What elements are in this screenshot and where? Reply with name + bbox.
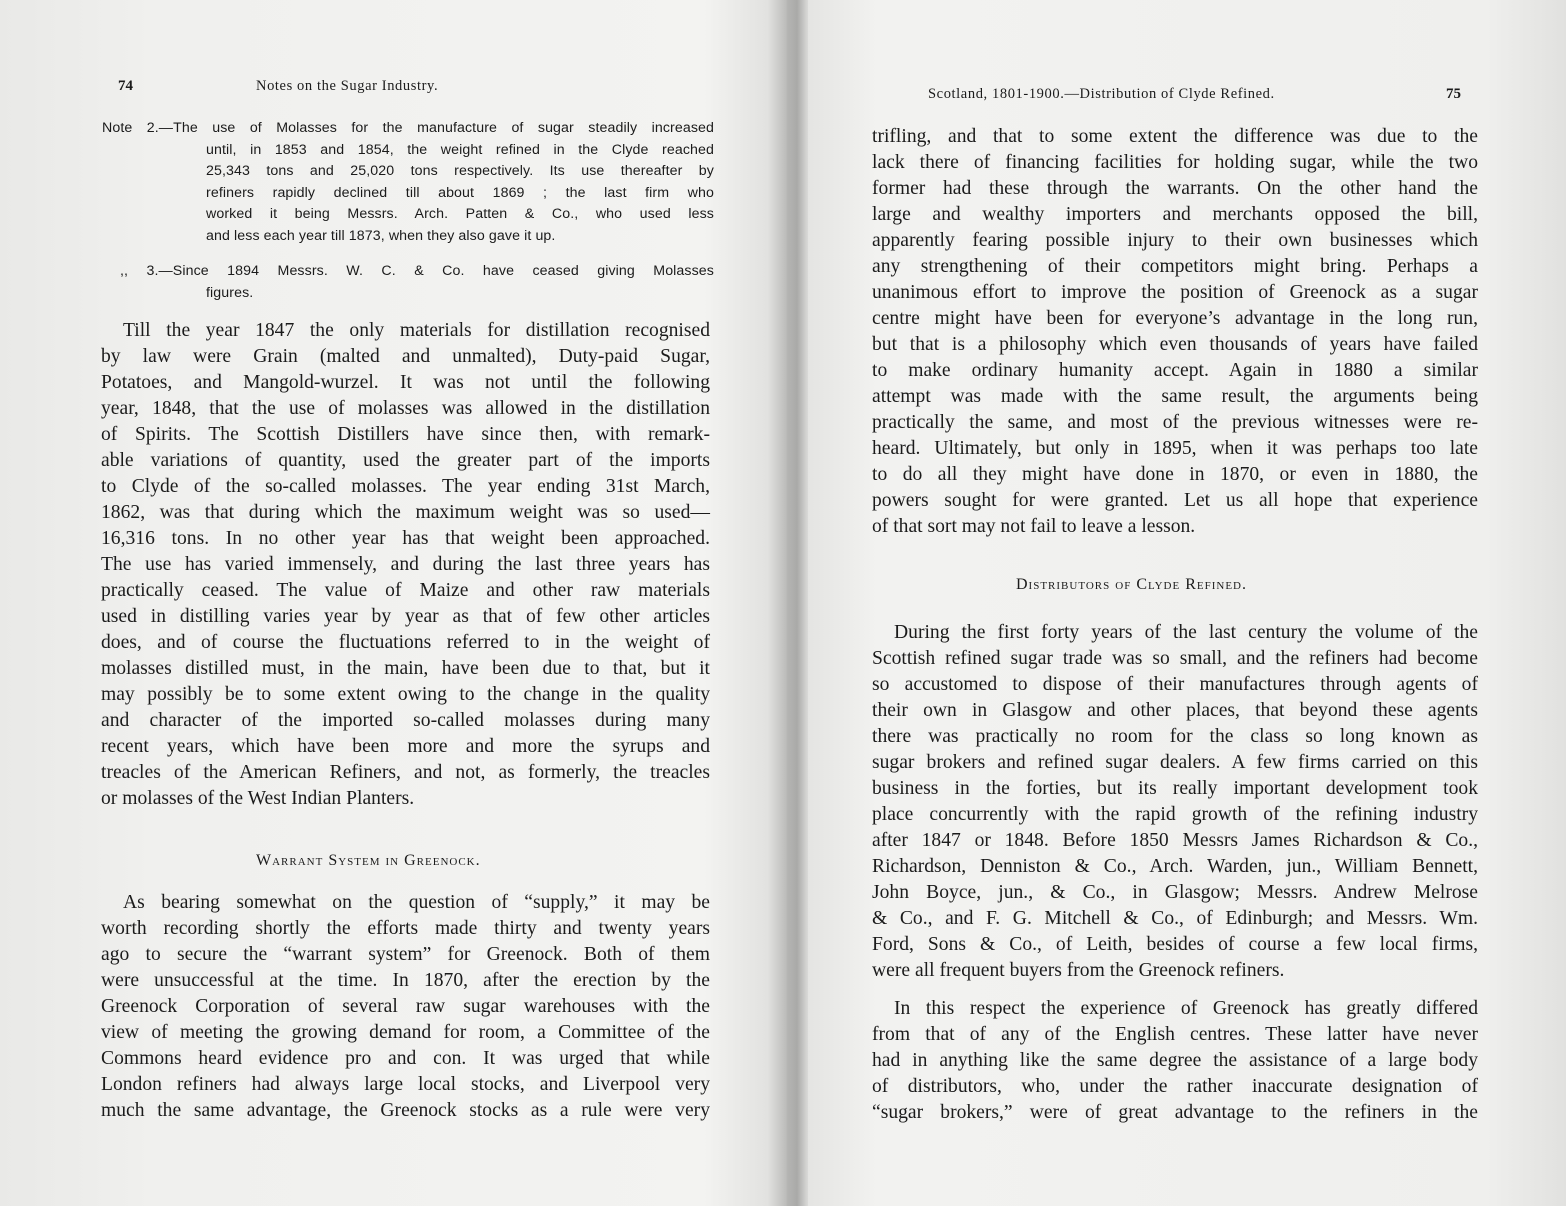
text-line: from that of any of the English centres. These latter have never [872, 1024, 1478, 1045]
text-line: to Clyde of the so-called molasses. The year ending 31st March, [101, 476, 710, 497]
text-line: attempt was made with the same result, the arguments being [872, 386, 1478, 407]
text-line: “sugar brokers,” were of great advantage to the refiners in the [872, 1102, 1478, 1123]
note-line: and less each year till 1873, when they also gave it up. [206, 227, 556, 244]
text-line: so accustomed to dispose of their manufactures through agents of [872, 674, 1478, 695]
text-line: apparently fearing possible injury to their own businesses which [872, 230, 1478, 251]
text-line: London refiners had always large local stocks, and Liverpool very [101, 1074, 710, 1095]
text-line: of that sort may not fail to leave a lesson. [872, 516, 1196, 537]
running-head: Scotland, 1801-1900.—Distribution of Clyde Refined. [928, 86, 1275, 102]
text-line: Ford, Sons & Co., of Leith, besides of course a few local firms, [872, 934, 1478, 955]
text-line: lack there of financing facilities for holding sugar, while the two [872, 152, 1478, 173]
paragraph-english-centres [872, 996, 1478, 1126]
paragraph-distributors [872, 620, 1478, 984]
text-line: much the same advantage, the Greenock stocks as a rule were very [101, 1100, 710, 1121]
text-line: used in distilling varies year by year as that of few other articles [101, 606, 710, 627]
note-line: Note 2.—The use of Molasses for the manufacture of sugar steadily increased [102, 120, 714, 136]
text-line: had in anything like the same degree the assistance of a large body [872, 1050, 1478, 1071]
text-line: As bearing somewhat on the question of “supply,” it may be [123, 892, 710, 913]
text-line: heard. Ultimately, but only in 1895, when it was perhaps too late [872, 438, 1478, 459]
running-head: Notes on the Sugar Industry. [256, 78, 439, 94]
text-line: able variations of quantity, used the greater part of the imports [101, 450, 710, 471]
text-line: were unsuccessful at the time. In 1870, after the erection by the [101, 970, 710, 991]
text-line: unanimous effort to improve the position of Greenock as a sugar [872, 282, 1478, 303]
text-line: year, 1848, that the use of molasses was allowed in the distillation [101, 398, 710, 419]
paragraph-warrant-continued [872, 124, 1478, 540]
note-line: worked it being Messrs. Arch. Patten & Co., who used less [206, 206, 714, 222]
text-line: Potatoes, and Mangold-wurzel. It was not until the following [101, 372, 710, 393]
note-line: until, in 1853 and 1854, the weight refined in the Clyde reached [206, 141, 714, 158]
text-line: Commons heard evidence pro and con. It was urged that while [101, 1048, 710, 1069]
text-line: by law were Grain (malted and unmalted), Duty-paid Sugar, [101, 346, 710, 367]
text-line: Till the year 1847 the only materials for distillation recognised [123, 320, 710, 341]
text-line: large and wealthy importers and merchants opposed the bill, [872, 204, 1478, 225]
text-line: does, and of course the fluctuations referred to in the weight of [101, 632, 710, 653]
text-line: powers sought for were granted. Let us all hope that experience [872, 490, 1478, 511]
section-heading: Distributors of Clyde Refined. [1016, 576, 1247, 593]
text-line: and character of the imported so-called molasses during many [101, 710, 710, 731]
text-line: of Spirits. The Scottish Distillers have since then, with remark- [101, 424, 710, 445]
text-line: to do all they might have done in 1870, or even in 1880, the [872, 464, 1478, 485]
text-line: view of meeting the growing demand for room, a Committee of the [101, 1022, 710, 1043]
text-line: In this respect the experience of Greenock has greatly differed [894, 998, 1478, 1019]
text-line: John Boyce, jun., & Co., in Glasgow; Messrs. Andrew Melrose [872, 882, 1478, 903]
text-line: after 1847 or 1848. Before 1850 Messrs James Richardson & Co., [872, 830, 1478, 851]
text-line: 1862, was that during which the maximum weight was so used— [101, 502, 710, 523]
right-page [800, 0, 1566, 1206]
footnotes [102, 118, 714, 304]
text-line: their own in Glasgow and other places, that beyond these agents [872, 700, 1478, 721]
note-line: 25,343 tons and 25,020 tons respectively. Its use thereafter by [206, 163, 714, 179]
text-line: recent years, which have been more and more the syrups and [101, 736, 710, 757]
text-line: molasses distilled must, in the main, have been due to that, but it [101, 658, 710, 679]
page-number: 75 [1446, 86, 1461, 102]
text-line: to make ordinary humanity accept. Again in 1880 a similar [872, 360, 1478, 381]
text-line: worth recording shortly the efforts made thirty and twenty years [101, 918, 710, 939]
text-line: practically ceased. The value of Maize and other raw materials [101, 580, 710, 601]
paragraph-distillation [101, 318, 710, 812]
text-line: there was practically no room for the class so long known as [872, 726, 1478, 747]
text-line: centre might have been for everyone’s advantage in the long run, [872, 308, 1478, 329]
section-heading: Warrant System in Greenock. [256, 852, 481, 869]
text-line: were all frequent buyers from the Greenock refiners. [872, 960, 1285, 981]
text-line: may possibly be to some extent owing to the change in the quality [101, 684, 710, 705]
text-line: sugar brokers and refined sugar dealers. A few firms carried on this [872, 752, 1478, 773]
paragraph-warrant-system [101, 890, 710, 1124]
text-line: Scottish refined sugar trade was so small, and the refiners had become [872, 648, 1478, 669]
text-line: During the first forty years of the last century the volume of the [894, 622, 1478, 643]
text-line: The use has varied immensely, and during the last three years has [101, 554, 710, 575]
text-line: treacles of the American Refiners, and not, as formerly, the treacles [101, 762, 710, 783]
text-line: any strengthening of their competitors might bring. Perhaps a [872, 256, 1478, 277]
text-line: trifling, and that to some extent the difference was due to the [872, 126, 1478, 147]
note-line: ,, 3.—Since 1894 Messrs. W. C. & Co. have ceased giving Molasses [120, 263, 714, 279]
text-line: practically the same, and most of the previous witnesses were re- [872, 412, 1478, 433]
text-line: 16,316 tons. In no other year has that weight been approached. [101, 528, 710, 549]
text-line: Greenock Corporation of several raw sugar warehouses with the [101, 996, 710, 1017]
text-line: former had these through the warrants. On the other hand the [872, 178, 1478, 199]
page-number: 74 [118, 78, 133, 94]
note-line: figures. [206, 284, 254, 301]
text-line: Richardson, Denniston & Co., Arch. Warden, jun., William Bennett, [872, 856, 1478, 877]
text-line: & Co., and F. G. Mitchell & Co., of Edinburgh; and Messrs. Wm. [872, 908, 1478, 929]
text-line: ago to secure the “warrant system” for Greenock. Both of them [101, 944, 710, 965]
text-line: place concurrently with the rapid growth of the refining industry [872, 804, 1478, 825]
text-line: business in the forties, but its really important development took [872, 778, 1478, 799]
text-line: of distributors, who, under the rather inaccurate designation of [872, 1076, 1478, 1097]
text-line: or molasses of the West Indian Planters. [101, 788, 415, 809]
note-line: refiners rapidly declined till about 1869 ; the last firm who [206, 184, 714, 201]
text-line: but that is a philosophy which even thousands of years have failed [872, 334, 1478, 355]
